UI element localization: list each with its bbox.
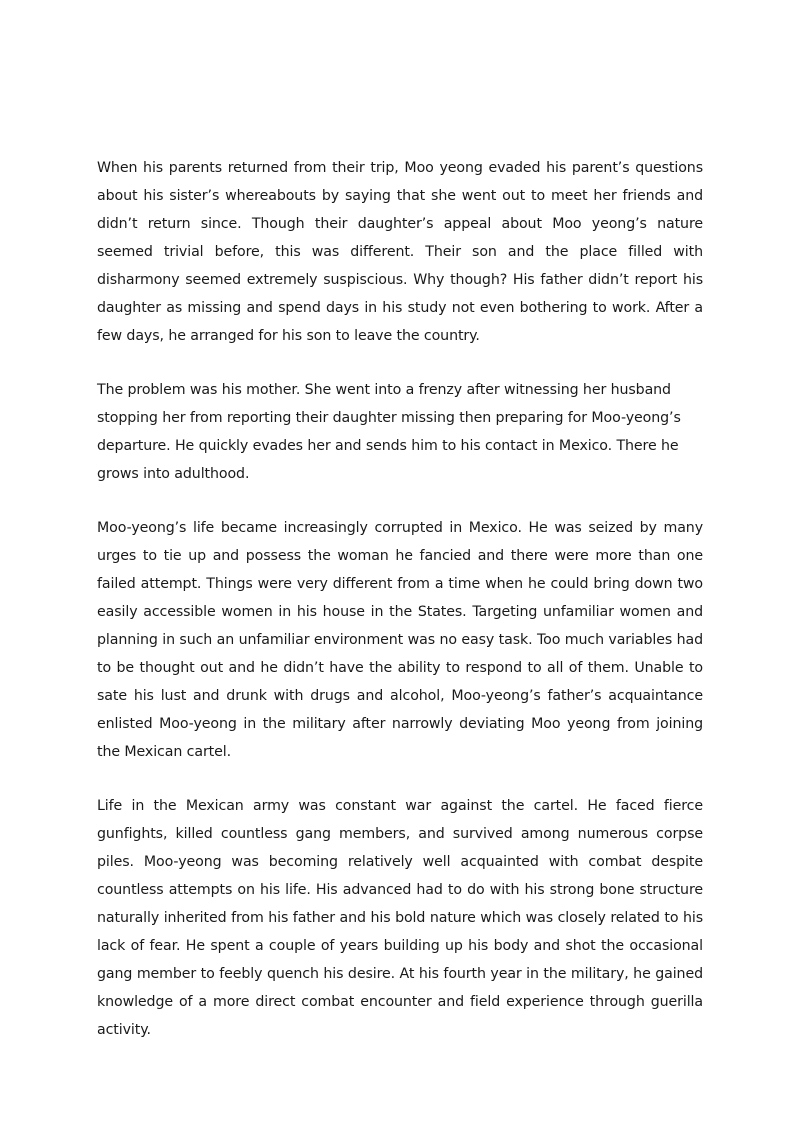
paragraph: Life in the Mexican army was constant war against the cartel. He faced fierce gunfights, killed countless gang members, and survived among numerous corpse piles. Moo-yeong was becoming relatively well acquainted with combat despite countless attempts on his life. His advanced had to do with his strong bone structure naturally inherited from his father and his bold nature which was closely related to his lack of fear. He spent a couple of years building up his body and shot the occasional gang member to feebly quench his desire. At his fourth year in the military, he gained knowledge of a more direct combat encounter and field experience through guerilla activity. xyxy=(97,798,703,1038)
paragraph: Moo-yeong’s life became increasingly corrupted in Mexico. He was seized by many urges to tie up and possess the woman he fancied and there were more than one failed attempt. Things were very different from a time when he could bring down two easily accessible women in his house in the States. Targeting unfamiliar women and planning in such an unfamiliar environment was no easy task. Too much variables had to be thought out and he didn’t have the ability to respond to all of them. Unable to sate his lust and drunk with drugs and alcohol, Moo-yeong’s father’s acquaintance enlisted Moo-yeong in the military after narrowly deviating Moo yeong from joining the Mexican cartel. xyxy=(97,520,703,760)
paragraph: When his parents returned from their trip, Moo yeong evaded his parent’s questions about his sister’s whereabouts by saying that she went out to meet her friends and didn’t return since. Though their daughter’s appeal about Moo yeong’s nature seemed trivial before, this was different. Their son and the place filled with disharmony seemed extremely suspiscious. Why though? His father didn’t report his daughter as missing and spend days in his study not even bothering to work. After a few days, he arranged for his son to leave the country. xyxy=(97,160,703,344)
paragraph: The problem was his mother. She went into a frenzy after witnessing her husband stopping her from reporting their daughter missing then preparing for Moo-yeong’s departure. He quickly evades her and sends him to his contact in Mexico. There he grows into adulthood. xyxy=(97,382,681,482)
document-body xyxy=(97,154,703,1070)
